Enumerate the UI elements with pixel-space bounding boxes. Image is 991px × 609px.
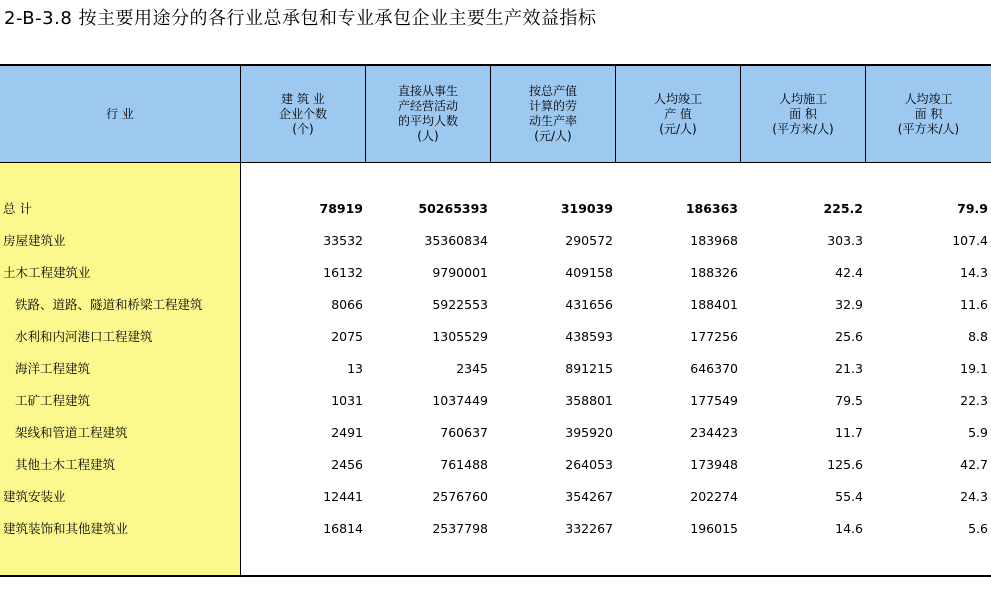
row-value-cell: 5922553 bbox=[432, 297, 488, 312]
header-divider bbox=[615, 66, 616, 162]
table-row bbox=[0, 449, 991, 481]
header-divider bbox=[490, 66, 491, 162]
row-value-cell: 646370 bbox=[690, 361, 738, 376]
row-value-cell: 79.9 bbox=[957, 201, 988, 216]
row-value-cell: 183968 bbox=[690, 233, 738, 248]
row-industry-name: 土木工程建筑业 bbox=[3, 265, 91, 280]
row-industry-name: 建筑装饰和其他建筑业 bbox=[3, 521, 129, 536]
table-row bbox=[0, 385, 991, 417]
row-value-cell: 761488 bbox=[440, 457, 488, 472]
row-value-cell: 8066 bbox=[331, 297, 363, 312]
row-value-cell: 2345 bbox=[456, 361, 488, 376]
row-value-cell: 55.4 bbox=[835, 489, 863, 504]
col-header-completed-area-per-capita: 人均竣工 面 积 (平方米/人) bbox=[897, 91, 960, 136]
row-industry-name: 其他土木工程建筑 bbox=[15, 457, 116, 472]
table-row bbox=[0, 353, 991, 385]
row-value-cell: 12441 bbox=[323, 489, 363, 504]
header-divider bbox=[240, 66, 241, 162]
row-industry-name: 建筑安装业 bbox=[3, 489, 66, 504]
col-header-completed-output-per-capita: 人均竣工 产 值 (元/人) bbox=[653, 91, 702, 136]
row-value-cell: 2537798 bbox=[432, 521, 488, 536]
row-value-cell: 225.2 bbox=[823, 201, 863, 216]
row-value-cell: 303.3 bbox=[827, 233, 863, 248]
header-divider bbox=[365, 66, 366, 162]
row-value-cell: 202274 bbox=[690, 489, 738, 504]
row-value-cell: 79.5 bbox=[835, 393, 863, 408]
row-value-cell: 264053 bbox=[565, 457, 613, 472]
row-value-cell: 177549 bbox=[690, 393, 738, 408]
row-industry-name: 海洋工程建筑 bbox=[15, 361, 91, 376]
col-header-industry: 行 业 bbox=[106, 106, 134, 121]
table-row-total bbox=[0, 193, 991, 225]
row-value-cell: 358801 bbox=[565, 393, 613, 408]
row-value-cell: 177256 bbox=[690, 329, 738, 344]
row-value-cell: 9790001 bbox=[432, 265, 488, 280]
row-value-cell: 22.3 bbox=[960, 393, 988, 408]
row-value-cell: 188326 bbox=[690, 265, 738, 280]
row-value-cell: 760637 bbox=[440, 425, 488, 440]
row-value-cell: 107.4 bbox=[952, 233, 988, 248]
row-value-cell: 891215 bbox=[565, 361, 613, 376]
table-row bbox=[0, 257, 991, 289]
row-value-cell: 32.9 bbox=[835, 297, 863, 312]
col-header-avg-employees: 直接从事生 产经营活动 的平均人数 (人) bbox=[397, 84, 458, 143]
row-value-cell: 78919 bbox=[319, 201, 363, 216]
header-divider bbox=[740, 66, 741, 162]
row-value-cell: 5.9 bbox=[968, 425, 988, 440]
page-title: 2-B-3.8 按主要用途分的各行业总承包和专业承包企业主要生产效益指标 bbox=[4, 8, 597, 29]
row-value-cell: 2075 bbox=[331, 329, 363, 344]
row-value-cell: 42.4 bbox=[835, 265, 863, 280]
row-value-cell: 234423 bbox=[690, 425, 738, 440]
row-value-cell: 35360834 bbox=[424, 233, 488, 248]
row-value-cell: 431656 bbox=[565, 297, 613, 312]
row-value-cell: 50265393 bbox=[418, 201, 488, 216]
row-value-cell: 1037449 bbox=[432, 393, 488, 408]
table-row bbox=[0, 225, 991, 257]
table-row bbox=[0, 513, 991, 545]
row-industry-name: 铁路、道路、隧道和桥梁工程建筑 bbox=[15, 297, 203, 312]
row-value-cell: 319039 bbox=[560, 201, 613, 216]
row-value-cell: 186363 bbox=[685, 201, 738, 216]
row-value-cell: 196015 bbox=[690, 521, 738, 536]
row-value-cell: 16814 bbox=[323, 521, 363, 536]
table-row bbox=[0, 289, 991, 321]
row-value-cell: 8.8 bbox=[968, 329, 988, 344]
row-value-cell: 409158 bbox=[565, 265, 613, 280]
row-value-cell: 14.3 bbox=[960, 265, 988, 280]
col-header-labor-productivity: 按总产值 计算的劳 动生产率 (元/人) bbox=[528, 84, 577, 143]
row-value-cell: 13 bbox=[347, 361, 363, 376]
row-industry-name: 水利和内河港口工程建筑 bbox=[15, 329, 153, 344]
row-value-cell: 290572 bbox=[565, 233, 613, 248]
col-header-construction-area-per-capita: 人均施工 面 积 (平方米/人) bbox=[772, 91, 834, 136]
row-value-cell: 21.3 bbox=[835, 361, 863, 376]
row-value-cell: 11.6 bbox=[960, 297, 988, 312]
row-value-cell: 188401 bbox=[690, 297, 738, 312]
row-value-cell: 19.1 bbox=[960, 361, 988, 376]
col-header-enterprise-count: 建 筑 业 企业个数 (个) bbox=[278, 91, 327, 136]
row-industry-name: 总 计 bbox=[3, 201, 32, 216]
row-industry-name: 工矿工程建筑 bbox=[15, 393, 91, 408]
row-industry-name: 架线和管道工程建筑 bbox=[15, 425, 128, 440]
row-value-cell: 24.3 bbox=[960, 489, 988, 504]
row-value-cell: 5.6 bbox=[968, 521, 988, 536]
row-value-cell: 33532 bbox=[323, 233, 363, 248]
table-row bbox=[0, 417, 991, 449]
table-bottom-rule bbox=[0, 575, 991, 577]
table-row bbox=[0, 481, 991, 513]
row-value-cell: 2456 bbox=[331, 457, 363, 472]
row-value-cell: 11.7 bbox=[835, 425, 863, 440]
row-value-cell: 14.6 bbox=[835, 521, 863, 536]
row-value-cell: 42.7 bbox=[960, 457, 988, 472]
row-value-cell: 16132 bbox=[323, 265, 363, 280]
row-value-cell: 395920 bbox=[565, 425, 613, 440]
row-value-cell: 354267 bbox=[565, 489, 613, 504]
row-value-cell: 1305529 bbox=[432, 329, 488, 344]
table-row bbox=[0, 321, 991, 353]
row-value-cell: 2491 bbox=[331, 425, 363, 440]
data-table bbox=[0, 64, 991, 577]
row-value-cell: 173948 bbox=[690, 457, 738, 472]
row-value-cell: 332267 bbox=[565, 521, 613, 536]
row-value-cell: 2576760 bbox=[432, 489, 488, 504]
row-industry-name: 房屋建筑业 bbox=[3, 233, 66, 248]
row-value-cell: 25.6 bbox=[835, 329, 863, 344]
row-value-cell: 438593 bbox=[565, 329, 613, 344]
header-divider bbox=[865, 66, 866, 162]
header-bottom-rule bbox=[0, 162, 991, 163]
row-value-cell: 125.6 bbox=[827, 457, 863, 472]
row-value-cell: 1031 bbox=[331, 393, 363, 408]
